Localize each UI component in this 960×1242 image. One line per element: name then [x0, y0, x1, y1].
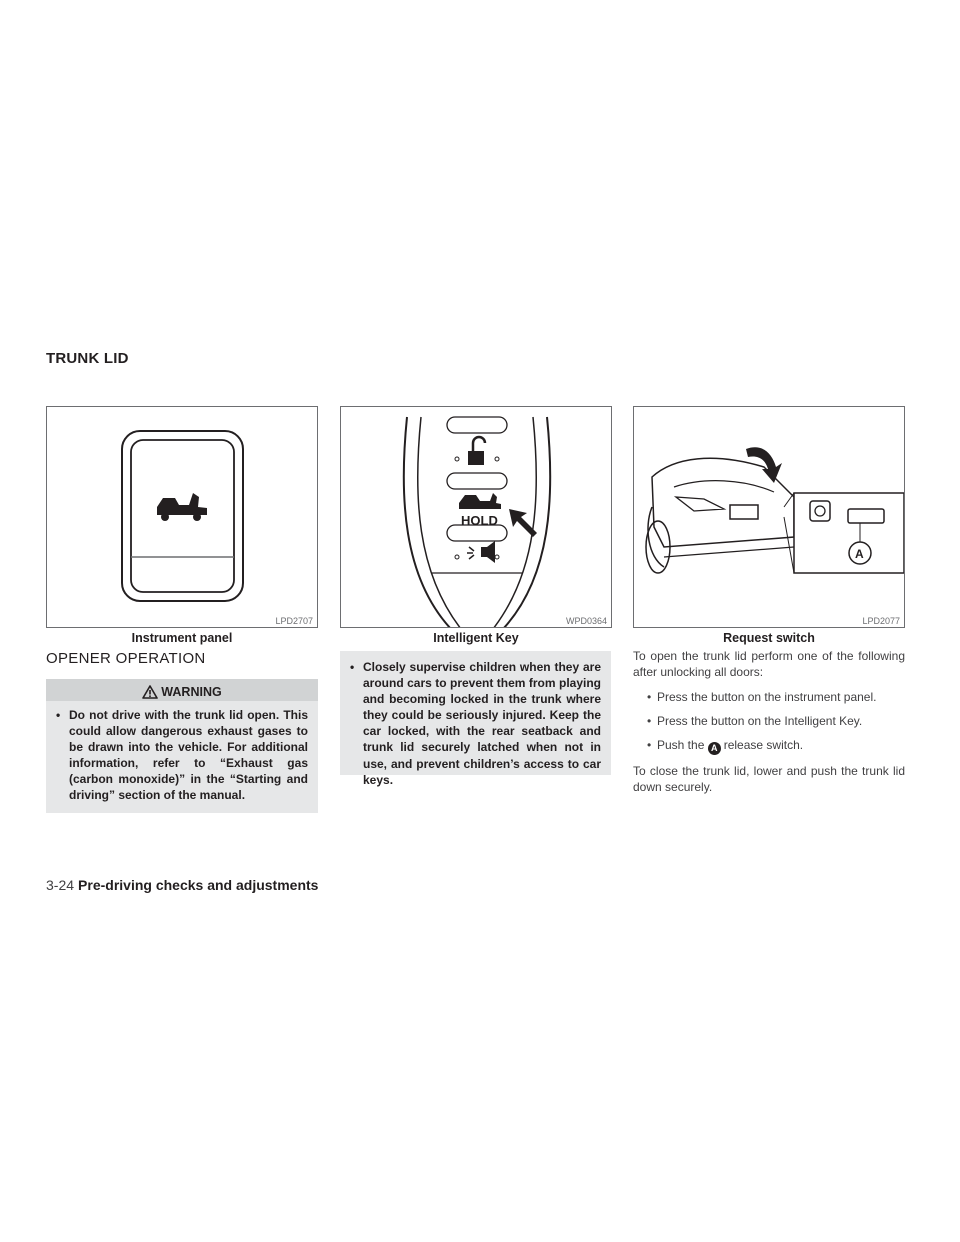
warning-label: WARNING: [161, 684, 222, 699]
page-footer: [46, 877, 318, 893]
bullet: •: [647, 738, 652, 753]
bullet: •: [350, 660, 355, 674]
figure-request-switch: [633, 406, 905, 628]
unlock-icon: [468, 437, 485, 465]
figure-caption: Instrument panel: [131, 631, 233, 645]
callout-a-ref: A: [708, 742, 721, 755]
section-title: TRUNK LID: [46, 350, 129, 367]
list-item-text: Press the button on the Intelligent Key.: [657, 713, 863, 728]
subheading: OPENER OPERATION: [46, 650, 206, 667]
chapter-title: Pre-driving checks and adjustments: [78, 877, 319, 893]
instrument-panel-illustration: [47, 407, 318, 628]
warning-box: [46, 679, 318, 813]
figure-intelligent-key: [340, 406, 612, 628]
bullet: •: [56, 708, 61, 722]
figure-caption: Request switch: [723, 631, 815, 645]
figure-instrument-panel: [46, 406, 318, 628]
list-item-text: Push the: [657, 738, 705, 753]
page-number: 3-24: [46, 877, 75, 893]
warning-text: Closely supervise children when they are around cars to prevent them from playing and becoming locked in the trunk where they could be seriously injured. Keep the car locked, with the rear seatback and trunk lid securely latched when not in use, and prevent children’s access to car keys.: [363, 660, 601, 787]
hold-label: HOLD: [461, 513, 498, 528]
warning-icon: [142, 685, 158, 699]
bullet: •: [647, 713, 652, 728]
intro-paragraph: To open the trunk lid perform one of the following after unlocking all doors:: [633, 649, 905, 680]
list-item-text: Press the button on the instrument panel.: [657, 689, 877, 704]
list-item-text: release switch.: [723, 738, 804, 753]
warning-box-continued: [340, 651, 611, 787]
opener-instructions: [633, 648, 905, 804]
callout-a: A: [855, 547, 864, 561]
figure-code: LPD2707: [275, 616, 313, 626]
bullet: •: [647, 689, 652, 704]
panic-alarm-icon: [467, 541, 495, 563]
list-item: [633, 689, 905, 705]
close-paragraph: To close the trunk lid, lower and push the trunk lid down securely.: [633, 764, 905, 795]
arrow-icon: [509, 509, 537, 537]
list-item: [633, 713, 905, 729]
trunk-icon: [459, 493, 501, 509]
warning-item: [56, 707, 308, 804]
warning-text: Do not drive with the trunk lid open. This could allow dangerous exhaust gases to be drawn into the vehicle. For additional information, refer to “Exhaust gas (carbon monoxide)” in the “Starting and driving” section of the manual.: [69, 708, 308, 803]
figure-code: LPD2077: [862, 616, 900, 626]
intelligent-key-illustration: [341, 407, 612, 628]
warning-header: [46, 679, 318, 701]
list-item: [633, 737, 905, 755]
lift-arrow-icon: [746, 447, 782, 483]
figure-code: WPD0364: [565, 616, 607, 626]
warning-item: [350, 659, 601, 788]
figure-caption: Intelligent Key: [433, 631, 519, 645]
request-switch-illustration: [634, 407, 905, 628]
